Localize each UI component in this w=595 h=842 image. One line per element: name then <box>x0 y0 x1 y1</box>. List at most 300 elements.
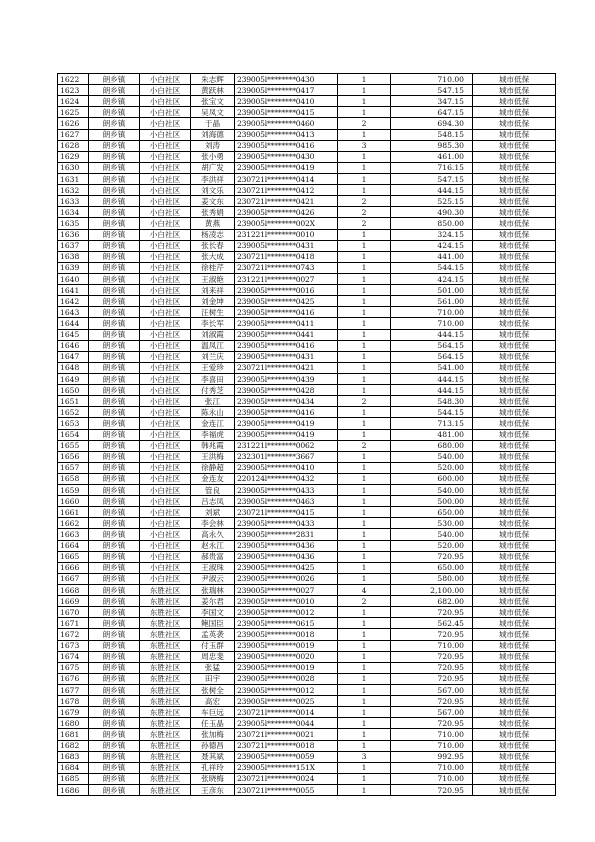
town-cell: 朗乡镇 <box>89 240 140 251</box>
table-row <box>58 573 556 584</box>
community-cell: 小白社区 <box>140 118 191 129</box>
household-size-cell: 3 <box>338 751 391 762</box>
community-cell: 小白社区 <box>140 318 191 329</box>
amount-cell: 500.00 <box>391 496 473 507</box>
id-number-cell: 230721l********0421 <box>235 362 338 373</box>
assistance-type-cell: 城市低保 <box>473 562 556 573</box>
row-number-cell: 1627 <box>58 129 89 140</box>
town-cell: 朗乡镇 <box>89 773 140 784</box>
name-cell: 张加梅 <box>191 729 235 740</box>
table-row <box>58 685 556 696</box>
name-cell: 张大成 <box>191 251 235 262</box>
town-cell: 朗乡镇 <box>89 351 140 362</box>
id-number-cell: 239005l********0434 <box>235 396 338 407</box>
community-cell: 小白社区 <box>140 573 191 584</box>
town-cell: 朗乡镇 <box>89 251 140 262</box>
table-row <box>58 773 556 784</box>
household-size-cell: 1 <box>338 151 391 162</box>
community-cell: 小白社区 <box>140 296 191 307</box>
assistance-type-cell: 城市低保 <box>473 151 556 162</box>
name-cell: 吴凤文 <box>191 107 235 118</box>
community-cell: 小白社区 <box>140 151 191 162</box>
community-cell: 小白社区 <box>140 207 191 218</box>
name-cell: 汪树生 <box>191 307 235 318</box>
name-cell: 孔祥玲 <box>191 762 235 773</box>
id-number-cell: 239005l********0415 <box>235 107 338 118</box>
town-cell: 朗乡镇 <box>89 707 140 718</box>
row-number-cell: 1646 <box>58 340 89 351</box>
household-size-cell: 2 <box>338 218 391 229</box>
community-cell: 小白社区 <box>140 451 191 462</box>
amount-cell: 540.00 <box>391 485 473 496</box>
household-size-cell: 1 <box>338 262 391 273</box>
household-size-cell: 1 <box>338 451 391 462</box>
community-cell: 东胜社区 <box>140 596 191 607</box>
household-size-cell: 1 <box>338 240 391 251</box>
id-number-cell: 239005l********0425 <box>235 296 338 307</box>
assistance-type-cell: 城市低保 <box>473 462 556 473</box>
town-cell: 朗乡镇 <box>89 496 140 507</box>
table-row <box>58 229 556 240</box>
amount-cell: 548.15 <box>391 129 473 140</box>
community-cell: 东胜社区 <box>140 740 191 751</box>
name-cell: 姜文东 <box>191 196 235 207</box>
row-number-cell: 1664 <box>58 540 89 551</box>
id-number-cell: 239005l********0463 <box>235 496 338 507</box>
community-cell: 小白社区 <box>140 129 191 140</box>
table-row <box>58 296 556 307</box>
table-row <box>58 740 556 751</box>
town-cell: 朗乡镇 <box>89 285 140 296</box>
amount-cell: 713.15 <box>391 418 473 429</box>
assistance-type-cell: 城市低保 <box>473 273 556 284</box>
id-number-cell: 239005l********0416 <box>235 140 338 151</box>
household-size-cell: 1 <box>338 685 391 696</box>
name-cell: 尹淑云 <box>191 573 235 584</box>
amount-cell: 680.00 <box>391 440 473 451</box>
name-cell: 鲍国臣 <box>191 618 235 629</box>
amount-cell: 710.00 <box>391 740 473 751</box>
table-row <box>58 562 556 573</box>
town-cell: 朗乡镇 <box>89 418 140 429</box>
row-number-cell: 1630 <box>58 162 89 173</box>
community-cell: 东胜社区 <box>140 762 191 773</box>
household-size-cell: 1 <box>338 418 391 429</box>
row-number-cell: 1669 <box>58 596 89 607</box>
name-cell: 韩兆霞 <box>191 440 235 451</box>
name-cell: 张秀娟 <box>191 207 235 218</box>
table-row <box>58 107 556 118</box>
id-number-cell: 220124l********0432 <box>235 473 338 484</box>
table-row <box>58 118 556 129</box>
household-size-cell: 1 <box>338 496 391 507</box>
community-cell: 小白社区 <box>140 351 191 362</box>
row-number-cell: 1629 <box>58 151 89 162</box>
table-row <box>58 673 556 684</box>
amount-cell: 444.15 <box>391 185 473 196</box>
community-cell: 小白社区 <box>140 507 191 518</box>
row-number-cell: 1662 <box>58 518 89 529</box>
name-cell: 张猛 <box>191 662 235 673</box>
community-cell: 小白社区 <box>140 140 191 151</box>
household-size-cell: 1 <box>338 96 391 107</box>
household-size-cell: 1 <box>338 74 391 85</box>
town-cell: 朗乡镇 <box>89 429 140 440</box>
household-size-cell: 1 <box>338 651 391 662</box>
id-number-cell: 239005l********0416 <box>235 407 338 418</box>
assistance-type-cell: 城市低保 <box>473 585 556 596</box>
amount-cell: 520.00 <box>391 540 473 551</box>
name-cell: 聂其斌 <box>191 751 235 762</box>
id-number-cell: 239005l********0433 <box>235 485 338 496</box>
amount-cell: 710.00 <box>391 729 473 740</box>
id-number-cell: 239005l********0417 <box>235 85 338 96</box>
amount-cell: 481.00 <box>391 429 473 440</box>
id-number-cell: 239005l********002X <box>235 218 338 229</box>
town-cell: 朗乡镇 <box>89 207 140 218</box>
community-cell: 小白社区 <box>140 440 191 451</box>
id-number-cell: 239005l********0425 <box>235 562 338 573</box>
row-number-cell: 1626 <box>58 118 89 129</box>
table-row <box>58 507 556 518</box>
assistance-type-cell: 城市低保 <box>473 673 556 684</box>
community-cell: 小白社区 <box>140 162 191 173</box>
household-size-cell: 1 <box>338 162 391 173</box>
assistance-type-cell: 城市低保 <box>473 162 556 173</box>
id-number-cell: 239005l********0436 <box>235 540 338 551</box>
row-number-cell: 1635 <box>58 218 89 229</box>
name-cell: 孙德昌 <box>191 740 235 751</box>
name-cell: 张小勇 <box>191 151 235 162</box>
household-size-cell: 1 <box>338 773 391 784</box>
row-number-cell: 1674 <box>58 651 89 662</box>
household-size-cell: 1 <box>338 385 391 396</box>
amount-cell: 501.00 <box>391 285 473 296</box>
household-size-cell: 1 <box>338 107 391 118</box>
assistance-type-cell: 城市低保 <box>473 129 556 140</box>
name-cell: 刘涛 <box>191 140 235 151</box>
household-size-cell: 1 <box>338 173 391 184</box>
id-number-cell: 230721l********0414 <box>235 173 338 184</box>
household-size-cell: 1 <box>338 285 391 296</box>
name-cell: 李国文 <box>191 607 235 618</box>
table-row <box>58 151 556 162</box>
amount-cell: 444.15 <box>391 385 473 396</box>
name-cell: 郝贵富 <box>191 551 235 562</box>
name-cell: 刘兰庆 <box>191 351 235 362</box>
amount-cell: 710.00 <box>391 307 473 318</box>
id-number-cell: 230721l********0743 <box>235 262 338 273</box>
town-cell: 朗乡镇 <box>89 651 140 662</box>
amount-cell: 710.00 <box>391 762 473 773</box>
assistance-type-cell: 城市低保 <box>473 185 556 196</box>
amount-cell: 444.15 <box>391 373 473 384</box>
id-number-cell: 230721l********0024 <box>235 773 338 784</box>
row-number-cell: 1649 <box>58 373 89 384</box>
id-number-cell: 230721l********0055 <box>235 785 338 796</box>
table-row <box>58 707 556 718</box>
town-cell: 朗乡镇 <box>89 685 140 696</box>
amount-cell: 540.00 <box>391 451 473 462</box>
row-number-cell: 1667 <box>58 573 89 584</box>
id-number-cell: 239005l********0019 <box>235 640 338 651</box>
community-cell: 小白社区 <box>140 518 191 529</box>
amount-cell: 540.00 <box>391 529 473 540</box>
community-cell: 东胜社区 <box>140 585 191 596</box>
name-cell: 王爱珍 <box>191 362 235 373</box>
community-cell: 小白社区 <box>140 85 191 96</box>
row-number-cell: 1633 <box>58 196 89 207</box>
town-cell: 朗乡镇 <box>89 362 140 373</box>
row-number-cell: 1638 <box>58 251 89 262</box>
name-cell: 刘文乐 <box>191 185 235 196</box>
row-number-cell: 1650 <box>58 385 89 396</box>
household-size-cell: 1 <box>338 251 391 262</box>
amount-cell: 547.15 <box>391 85 473 96</box>
id-number-cell: 239005l********0411 <box>235 318 338 329</box>
row-number-cell: 1663 <box>58 529 89 540</box>
household-size-cell: 1 <box>338 551 391 562</box>
row-number-cell: 1623 <box>58 85 89 96</box>
amount-cell: 541.00 <box>391 362 473 373</box>
name-cell: 李长军 <box>191 318 235 329</box>
name-cell: 姜尔君 <box>191 596 235 607</box>
table-row <box>58 307 556 318</box>
assistance-type-cell: 城市低保 <box>473 307 556 318</box>
amount-cell: 682.00 <box>391 596 473 607</box>
assistance-type-cell: 城市低保 <box>473 618 556 629</box>
row-number-cell: 1679 <box>58 707 89 718</box>
row-number-cell: 1660 <box>58 496 89 507</box>
row-number-cell: 1639 <box>58 262 89 273</box>
community-cell: 小白社区 <box>140 285 191 296</box>
id-number-cell: 230721l********0021 <box>235 729 338 740</box>
household-size-cell: 1 <box>338 329 391 340</box>
table-row <box>58 162 556 173</box>
name-cell: 李喜田 <box>191 373 235 384</box>
community-cell: 小白社区 <box>140 462 191 473</box>
amount-cell: 547.15 <box>391 173 473 184</box>
table-row <box>58 785 556 796</box>
assistance-type-cell: 城市低保 <box>473 573 556 584</box>
name-cell: 李福虎 <box>191 429 235 440</box>
community-cell: 小白社区 <box>140 218 191 229</box>
household-size-cell: 1 <box>338 729 391 740</box>
id-number-cell: 239005l********0419 <box>235 162 338 173</box>
assistance-type-cell: 城市低保 <box>473 329 556 340</box>
row-number-cell: 1634 <box>58 207 89 218</box>
row-number-cell: 1685 <box>58 773 89 784</box>
town-cell: 朗乡镇 <box>89 396 140 407</box>
assistance-type-cell: 城市低保 <box>473 318 556 329</box>
name-cell: 黄跃林 <box>191 85 235 96</box>
table-row <box>58 262 556 273</box>
community-cell: 小白社区 <box>140 173 191 184</box>
community-cell: 东胜社区 <box>140 729 191 740</box>
table-row <box>58 396 556 407</box>
table-row <box>58 218 556 229</box>
id-number-cell: 239005l********0012 <box>235 685 338 696</box>
row-number-cell: 1641 <box>58 285 89 296</box>
household-size-cell: 2 <box>338 196 391 207</box>
row-number-cell: 1624 <box>58 96 89 107</box>
household-size-cell: 1 <box>338 740 391 751</box>
id-number-cell: 239005l********0460 <box>235 118 338 129</box>
id-number-cell: 230721l********0415 <box>235 507 338 518</box>
name-cell: 徐静超 <box>191 462 235 473</box>
id-number-cell: 239005l********0431 <box>235 240 338 251</box>
household-size-cell: 1 <box>338 540 391 551</box>
household-size-cell: 1 <box>338 340 391 351</box>
table-row <box>58 407 556 418</box>
row-number-cell: 1680 <box>58 718 89 729</box>
town-cell: 朗乡镇 <box>89 118 140 129</box>
assistance-type-cell: 城市低保 <box>473 396 556 407</box>
amount-cell: 650.00 <box>391 507 473 518</box>
amount-cell: 520.00 <box>391 462 473 473</box>
id-number-cell: 239005l********0615 <box>235 618 338 629</box>
name-cell: 张晓梅 <box>191 773 235 784</box>
amount-cell: 564.15 <box>391 351 473 362</box>
id-number-cell: 239005l********0433 <box>235 518 338 529</box>
town-cell: 朗乡镇 <box>89 162 140 173</box>
table-row <box>58 451 556 462</box>
assistance-type-cell: 城市低保 <box>473 729 556 740</box>
table-row <box>58 696 556 707</box>
id-number-cell: 230721l********0014 <box>235 707 338 718</box>
community-cell: 小白社区 <box>140 540 191 551</box>
household-size-cell: 1 <box>338 529 391 540</box>
town-cell: 朗乡镇 <box>89 74 140 85</box>
id-number-cell: 239005l********0430 <box>235 74 338 85</box>
row-number-cell: 1657 <box>58 462 89 473</box>
household-size-cell: 1 <box>338 351 391 362</box>
id-number-cell: 231221l********0027 <box>235 273 338 284</box>
assistance-type-cell: 城市低保 <box>473 74 556 85</box>
id-number-cell: 239005l********0018 <box>235 629 338 640</box>
assistance-type-cell: 城市低保 <box>473 551 556 562</box>
name-cell: 赵永江 <box>191 540 235 551</box>
town-cell: 朗乡镇 <box>89 729 140 740</box>
amount-cell: 720.95 <box>391 673 473 684</box>
town-cell: 朗乡镇 <box>89 696 140 707</box>
community-cell: 小白社区 <box>140 407 191 418</box>
row-number-cell: 1644 <box>58 318 89 329</box>
amount-cell: 720.95 <box>391 629 473 640</box>
town-cell: 朗乡镇 <box>89 329 140 340</box>
amount-cell: 600.00 <box>391 473 473 484</box>
assistance-type-cell: 城市低保 <box>473 96 556 107</box>
amount-cell: 720.95 <box>391 551 473 562</box>
household-size-cell: 1 <box>338 518 391 529</box>
table-row <box>58 251 556 262</box>
community-cell: 东胜社区 <box>140 629 191 640</box>
assistance-type-cell: 城市低保 <box>473 440 556 451</box>
table-row <box>58 185 556 196</box>
community-cell: 东胜社区 <box>140 696 191 707</box>
row-number-cell: 1654 <box>58 429 89 440</box>
town-cell: 朗乡镇 <box>89 785 140 796</box>
name-cell: 孟英袭 <box>191 629 235 640</box>
town-cell: 朗乡镇 <box>89 185 140 196</box>
town-cell: 朗乡镇 <box>89 673 140 684</box>
row-number-cell: 1673 <box>58 640 89 651</box>
town-cell: 朗乡镇 <box>89 107 140 118</box>
assistance-type-cell: 城市低保 <box>473 485 556 496</box>
assistance-type-cell: 城市低保 <box>473 296 556 307</box>
table-row <box>58 318 556 329</box>
community-cell: 小白社区 <box>140 562 191 573</box>
id-number-cell: 239005l********0019 <box>235 662 338 673</box>
assistance-type-cell: 城市低保 <box>473 507 556 518</box>
name-cell: 张江 <box>191 396 235 407</box>
community-cell: 小白社区 <box>140 340 191 351</box>
row-number-cell: 1666 <box>58 562 89 573</box>
name-cell: 徐桂芹 <box>191 262 235 273</box>
assistance-type-cell: 城市低保 <box>473 773 556 784</box>
table-row <box>58 496 556 507</box>
town-cell: 朗乡镇 <box>89 540 140 551</box>
name-cell: 刘来祥 <box>191 285 235 296</box>
name-cell: 李洪祥 <box>191 173 235 184</box>
name-cell: 张宝文 <box>191 96 235 107</box>
assistance-type-cell: 城市低保 <box>473 740 556 751</box>
community-cell: 东胜社区 <box>140 651 191 662</box>
town-cell: 朗乡镇 <box>89 585 140 596</box>
town-cell: 朗乡镇 <box>89 507 140 518</box>
name-cell: 杨凌志 <box>191 229 235 240</box>
row-number-cell: 1645 <box>58 329 89 340</box>
amount-cell: 324.15 <box>391 229 473 240</box>
household-size-cell: 1 <box>338 696 391 707</box>
name-cell: 温凤江 <box>191 340 235 351</box>
table-row <box>58 85 556 96</box>
assistance-type-cell: 城市低保 <box>473 451 556 462</box>
id-number-cell: 231221l********0062 <box>235 440 338 451</box>
name-cell: 付秀芝 <box>191 385 235 396</box>
community-cell: 东胜社区 <box>140 673 191 684</box>
table-row <box>58 329 556 340</box>
table-row <box>58 762 556 773</box>
household-size-cell: 1 <box>338 573 391 584</box>
community-cell: 小白社区 <box>140 485 191 496</box>
amount-cell: 647.15 <box>391 107 473 118</box>
name-cell: 管良 <box>191 485 235 496</box>
amount-cell: 720.95 <box>391 651 473 662</box>
town-cell: 朗乡镇 <box>89 473 140 484</box>
name-cell: 周忠斐 <box>191 651 235 662</box>
table-row <box>58 418 556 429</box>
amount-cell: 992.95 <box>391 751 473 762</box>
assistance-type-cell: 城市低保 <box>473 218 556 229</box>
id-number-cell: 239005l********0419 <box>235 429 338 440</box>
row-number-cell: 1686 <box>58 785 89 796</box>
table-row <box>58 607 556 618</box>
row-number-cell: 1647 <box>58 351 89 362</box>
id-number-cell: 239005l********0428 <box>235 385 338 396</box>
household-size-cell: 3 <box>338 140 391 151</box>
id-number-cell: 239005l********0028 <box>235 673 338 684</box>
row-number-cell: 1683 <box>58 751 89 762</box>
table-row <box>58 551 556 562</box>
table-row <box>58 540 556 551</box>
assistance-type-cell: 城市低保 <box>473 362 556 373</box>
id-number-cell: 230721l********0018 <box>235 740 338 751</box>
town-cell: 朗乡镇 <box>89 640 140 651</box>
town-cell: 朗乡镇 <box>89 629 140 640</box>
town-cell: 朗乡镇 <box>89 551 140 562</box>
id-number-cell: 239005l********0012 <box>235 607 338 618</box>
